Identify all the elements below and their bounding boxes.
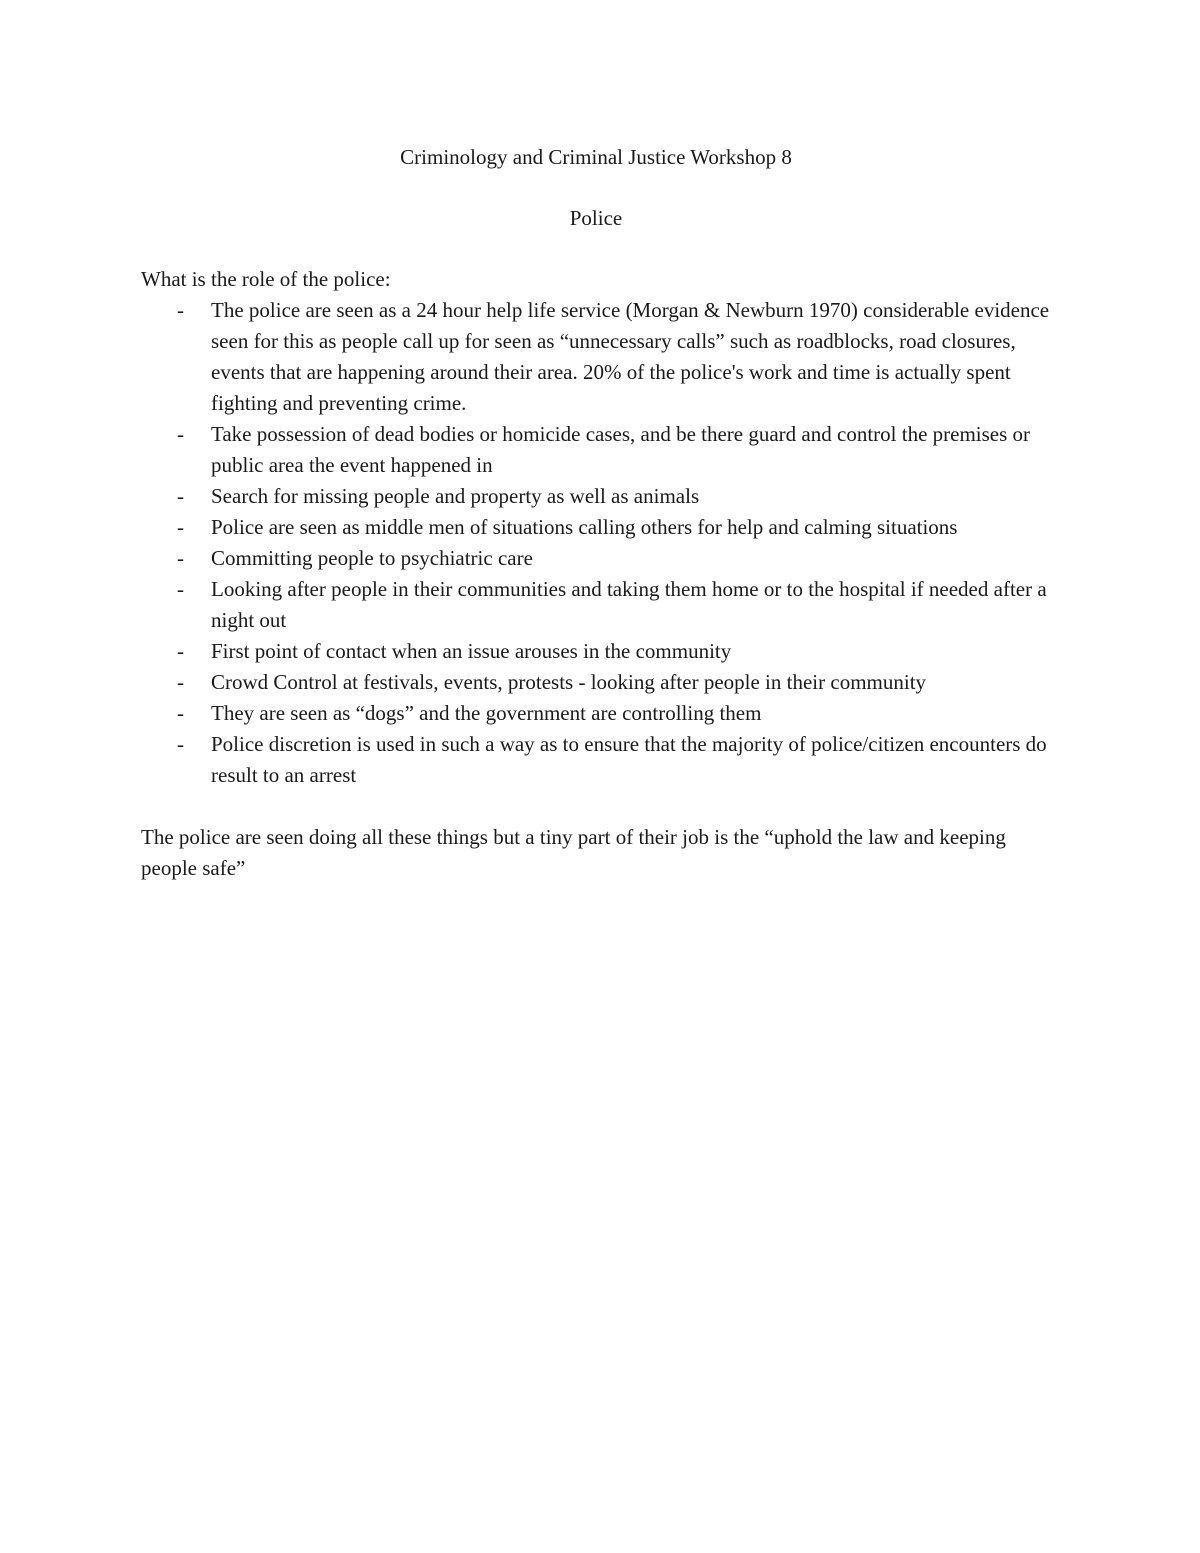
list-item-text: They are seen as “dogs” and the government are controlling them xyxy=(211,701,762,725)
list-item xyxy=(141,512,1061,543)
list-item-text: Search for missing people and property as well as animals xyxy=(211,484,700,508)
bullet-dash: - xyxy=(177,422,184,446)
list-item-text: Crowd Control at festivals, events, protests - looking after people in their community xyxy=(211,670,927,694)
list-item xyxy=(141,698,1061,729)
list-item xyxy=(141,636,1061,667)
document-subtitle: Police xyxy=(569,206,623,230)
list-item xyxy=(141,574,1061,636)
intro-question: What is the role of the police: xyxy=(141,267,391,291)
list-item-text: Committing people to psychiatric care xyxy=(211,546,533,570)
list-item xyxy=(141,543,1061,574)
bullet-dash: - xyxy=(177,639,184,663)
list-item-text: The police are seen as a 24 hour help life service (Morgan & Newburn 1970) considerable evidence seen for this as people call up for seen as “unnecessary calls” such as roadblocks, road closures, events that are happening around their area. 20% of the police's work and time is actually spent fighting and preventing crime. xyxy=(211,298,1050,415)
list-item-text: Police are seen as middle men of situations calling others for help and calming situations xyxy=(211,515,958,539)
list-item xyxy=(141,729,1061,791)
bullet-dash: - xyxy=(177,546,184,570)
bullet-dash: - xyxy=(177,577,184,601)
list-item-text: Take possession of dead bodies or homicide cases, and be there guard and control the premises or public area the event happened in xyxy=(211,422,1031,477)
list-item-text: Looking after people in their communities and taking them home or to the hospital if needed after a night out xyxy=(211,577,1047,632)
list-item xyxy=(141,419,1061,481)
closing-paragraph: The police are seen doing all these things but a tiny part of their job is the “uphold the law and keeping people safe” xyxy=(141,825,1006,880)
bullet-dash: - xyxy=(177,701,184,725)
list-item-text: Police discretion is used in such a way as to ensure that the majority of police/citizen encounters do result to an arrest xyxy=(211,732,1047,787)
list-item xyxy=(141,295,1061,419)
bullet-dash: - xyxy=(177,298,184,322)
role-list xyxy=(141,295,1061,791)
document-title: Criminology and Criminal Justice Workshop 8 xyxy=(400,145,792,169)
list-item xyxy=(141,481,1061,512)
list-item-text: First point of contact when an issue arouses in the community xyxy=(211,639,732,663)
bullet-dash: - xyxy=(177,484,184,508)
bullet-dash: - xyxy=(177,670,184,694)
list-item xyxy=(141,667,1061,698)
document-body xyxy=(141,142,1061,884)
bullet-dash: - xyxy=(177,515,184,539)
bullet-dash: - xyxy=(177,732,184,756)
